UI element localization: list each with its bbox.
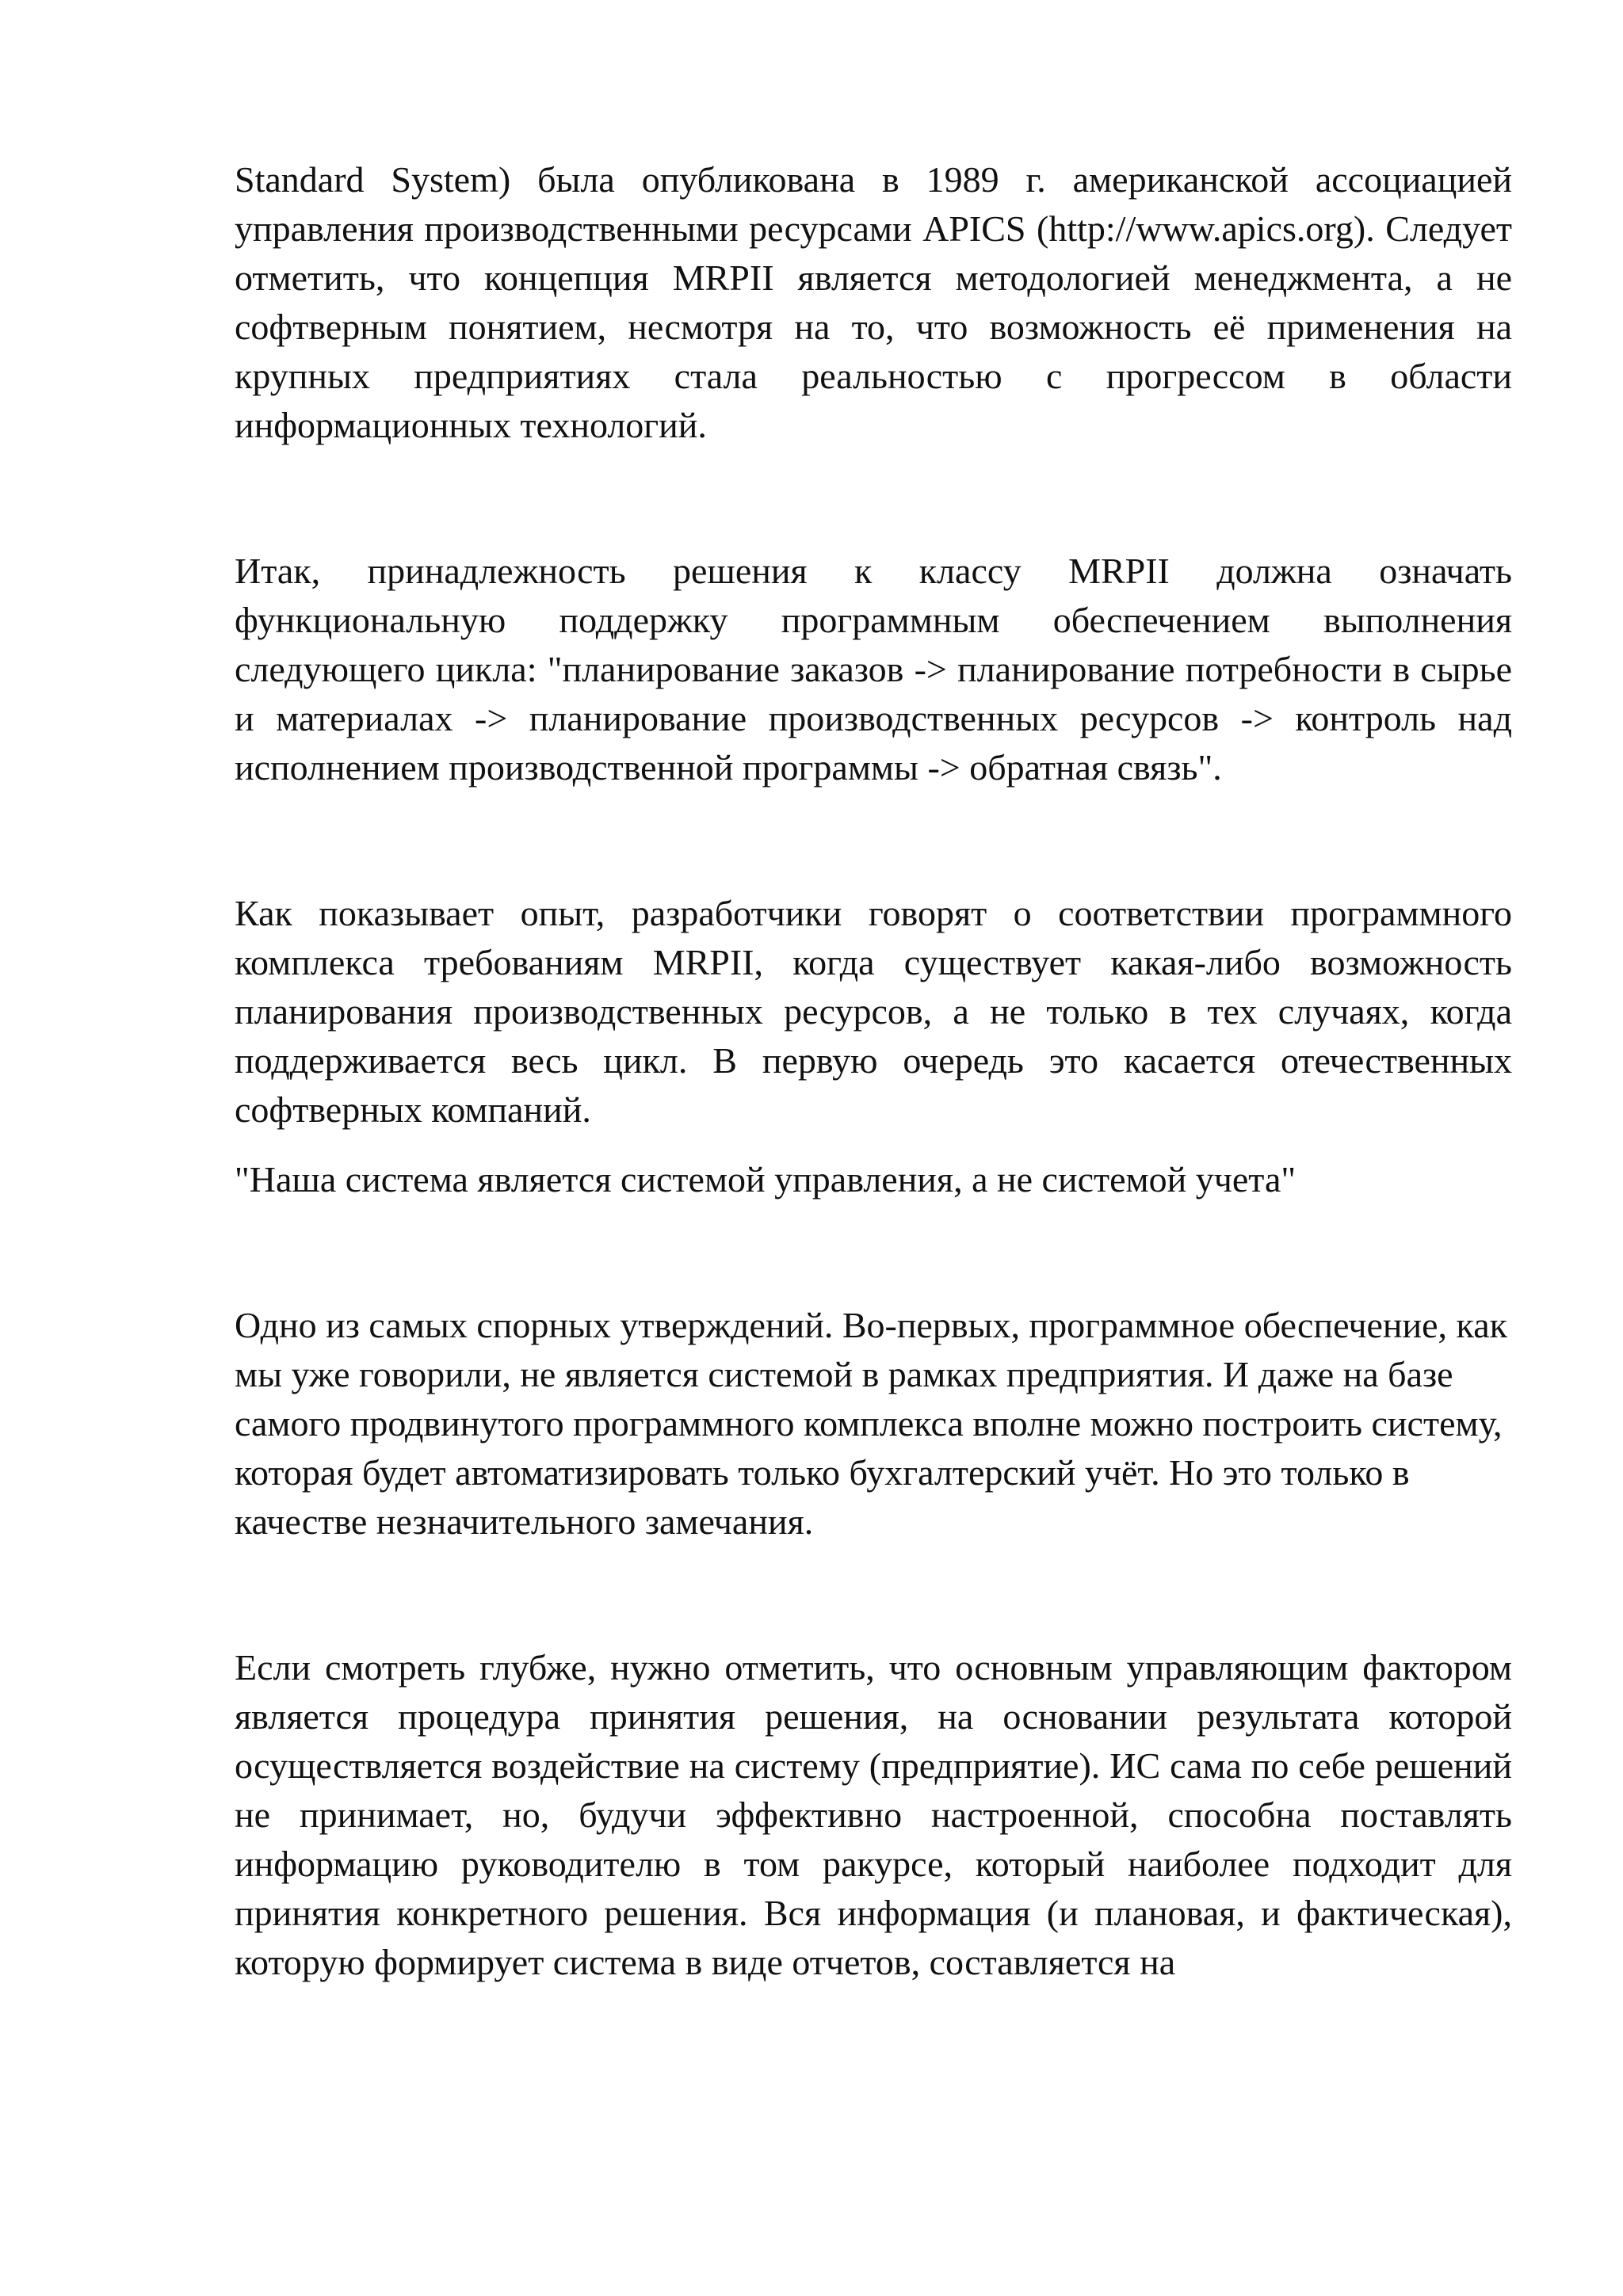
section-heading-management-system: "Наша система является системой управления, а не системой учета" [235,1159,1296,1199]
paragraph-mrpii-cycle: Итак, принадлежность решения к классу MRPII должна означать функциональную поддержку программным обеспечением выполнения следующего цикла: "планирование заказов -> планирование потребности в сырье и материалах -> планирование производственных ресурсов -> контроль над исполнением производственной программы -> обратная связь". [235,551,1512,788]
paragraph-disputed-statement: Одно из самых спорных утверждений. Во-первых, программное обеспечение, как мы уже говорили, не является системой в рамках предприятия. И даже на базе самого продвинутого программного комплекса вполне можно построить систему, которая будет автоматизировать только бухгалтерский учёт. Но это только в качестве незначительного замечания. [235,1305,1507,1542]
paragraph-developer-claims: Как показывает опыт, разработчики говорят о соответствии программного комплекса требованиям MRPII, когда существует какая-либо возможность планирования производственных ресурсов, а не только в тех случаях, когда поддерживается весь цикл. В первую очередь это касается отечественных софтверных компаний. [235,893,1512,1130]
paragraph-decision-making: Если смотреть глубже, нужно отметить, что основным управляющим фактором является процедура принятия решения, на основании результата которой осуществляется воздействие на систему (предприятие). ИС сама по себе решений не принимает, но, будучи эффективно настроенной, способна поставлять информацию руководителю в том ракурсе, который наиболее подходит для принятия конкретного решения. Вся информация (и плановая, и фактическая), которую формирует система в виде отчетов, составляется на [235,1647,1512,1982]
document-body [235,155,1512,1987]
paragraph-mrpii-standard: Standard System) была опубликована в 1989 г. американской ассоциацией управления производственными ресурсами APICS (http://www.apics.org). Следует отметить, что концепция MRPII является методологией менеджмента, а не софтверным понятием, несмотря на то, что возможность её применения на крупных предприятиях стала реальностью с прогрессом в области информационных технологий. [235,159,1512,445]
